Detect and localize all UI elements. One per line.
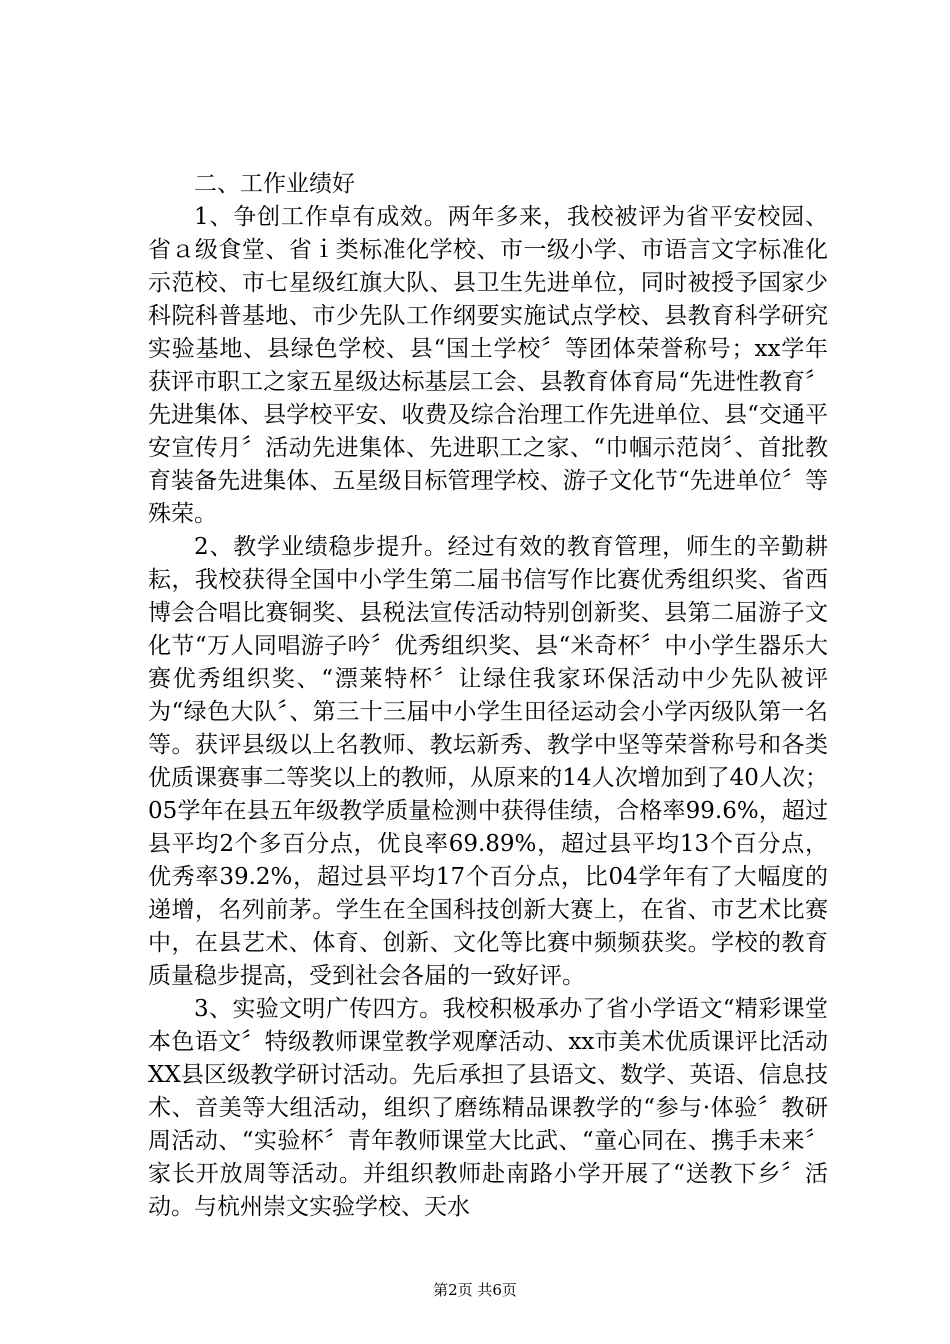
paragraph-achievements: 1、争创工作卓有成效。两年多来，我校被评为省平安校园、省ａ级食堂、省ｉ类标准化学校、市一级小学、市语言文字标准化示范校、市七星级红旗大队、县卫生先进单位，同时被授予国家少科院科普基地、市少先队工作纲要实施试点学校、县教育科学研究实验基地、县绿色学校、县“国土学校〞等团体荣誉称号；xx学年获评市职工之家五星级达标基层工会、县教育体育局“先进性教育〞先进集体、县学校平安、收费及综合治理工作先进单位、县“交通平安宣传月〞活动先进集体、先进职工之家、“巾帼示范岗〞、首批教育装备先进集体、五星级目标管理学校、游子文化节“先进单位〞等殊荣。 (148, 204, 828, 527)
paragraph-experiment-activities: 3、实验文明广传四方。我校积极承办了省小学语文“精彩课堂本色语文〞特级教师课堂教学观摩活动、xx市美术优质课评比活动XX县区级教学研讨活动。先后承担了县语文、数学、英语、信息技术、音美等大组活动，组织了磨练精品课教学的“参与·体验〞教研周活动、“实验杯〞青年教师课堂大比武、“童心同在、携手未来〞家长开放周等活动。并组织教师赴南路小学开展了“送教下乡〞活动。与杭州崇文实验学校、天水 (148, 996, 828, 1220)
document-body (148, 168, 828, 1224)
section-heading: 二、工作业绩好 (194, 171, 355, 197)
paragraph-teaching-performance: 2、教学业绩稳步提升。经过有效的教育管理，师生的辛勤耕耘，我校获得全国中小学生第二届书信写作比赛优秀组织奖、省西博会合唱比赛铜奖、县税法宣传活动特别创新奖、县第二届游子文化节“万人同唱游子吟〞优秀组织奖、县“米奇杯〞中小学生器乐大赛优秀组织奖、“漂莱特杯〞让绿住我家环保活动中少先队被评为“绿色大队〞、第三十三届中小学生田径运动会小学丙级队第一名等。获评县级以上名教师、教坛新秀、教学中坚等荣誉称号和各类优质课赛事二等奖以上的教师，从原来的14人次增加到了40人次；05学年在县五年级教学质量检测中获得佳绩，合格率99.6%，超过县平均2个多百分点，优良率69.89%，超过县平均13个百分点，优秀率39.2%，超过县平均17个百分点，比04学年有了大幅度的递增，名列前茅。学生在全国科技创新大赛上，在省、市艺术比赛中，在县艺术、体育、创新、文化等比赛中频频获奖。学校的教育质量稳步提高，受到社会各届的一致好评。 (148, 534, 828, 989)
page-footer: 第2页 共6页 (433, 1281, 517, 1299)
